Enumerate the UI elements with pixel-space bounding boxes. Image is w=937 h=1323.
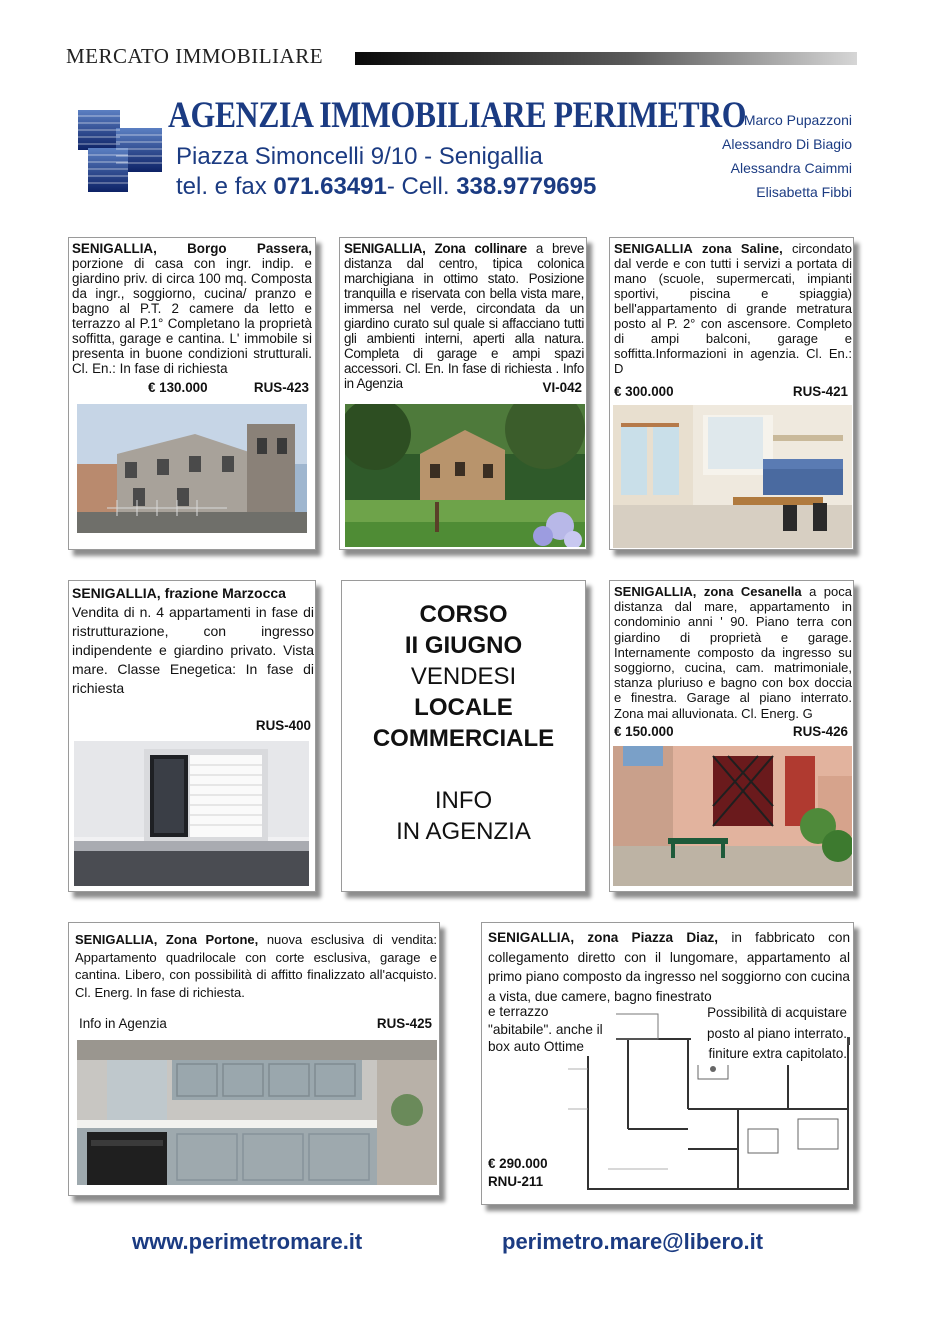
listing-price: € 130.000 xyxy=(148,380,208,395)
phone-number: 071.63491 xyxy=(273,173,387,200)
listing-card-rus-425[interactable] xyxy=(68,922,440,1196)
agent-name: Elisabetta Fibbi xyxy=(756,184,852,200)
listing-card-rus-421[interactable] xyxy=(609,237,854,550)
listing-description-right: Possibilità di acquistare posto al piano interrato. finiture extra capitolato. xyxy=(691,1003,847,1065)
listing-ref: RUS-400 xyxy=(255,718,311,733)
ad-line: LOCALE xyxy=(414,694,513,721)
listing-price: € 150.000 xyxy=(614,724,674,739)
agent-name: Marco Pupazzoni xyxy=(743,112,852,128)
listing-description-left: e terrazzo "abitabile". anche il box auto Ottime xyxy=(488,1003,616,1056)
listing-description: SENIGALLIA zona Saline, circondato dal verde e con tutti i servizi a portata di mano (scuole, supermercati, impianti sportivi, piscina e spiaggia) bell'appartamento di grande metratura posto al P. 2° con ascensore. Completo di ampi balconi, garage e soffitta.Informazioni in agenzia. Cl. En.: D xyxy=(614,241,852,376)
agent-name: Alessandra Caimmi xyxy=(730,160,852,176)
section-gradient-bar xyxy=(355,52,857,65)
listing-card-vi-042[interactable] xyxy=(339,237,587,550)
listing-card-rnu-211[interactable] xyxy=(481,922,854,1205)
listing-ref: RUS-421 xyxy=(792,384,848,399)
listing-photo-courtyard xyxy=(613,746,852,886)
listing-description: SENIGALLIA, zona Cesanella a poca distanza dal mare, appartamento in condominio anni ' 90. Piano terra con giardino di proprietà e garage. Internamente composto da ingresso su soggiorno, cucina, cam. matrimoniale, stanza pluriuso e bagno con box doccia e finestra. Garage al piano interrato. Zona mai alluvionata. Cl. Energ. G xyxy=(614,584,852,721)
listing-description: SENIGALLIA, Zona collinare a breve distanza dal centro, tipica colonica marchigiana in ottimo stato. Posizione tranquilla e riservata con bella vista mare, immersa nel verde, circondata da un giardino curato sul quale si affacciano tutti gli ambienti interni, aperti alla natura. Completa di garage e ampi spazi accessori. Cl. En. In fase di richiesta . Info in Agenzia xyxy=(344,241,584,391)
listing-price: € 300.000 xyxy=(614,384,674,399)
listing-card-rus-400[interactable] xyxy=(68,580,316,892)
listing-card-rus-426[interactable] xyxy=(609,580,854,892)
section-title: MERCATO IMMOBILIARE xyxy=(66,44,324,68)
agency-name: AGENZIA IMMOBILIARE PERIMETRO xyxy=(168,95,747,136)
commercial-space-ad xyxy=(341,580,586,892)
listing-description: SENIGALLIA, zona Piazza Diaz, in fabbricato con collegamento diretto con il lungomare, appartamento al primo piano composto da ingresso nel soggiorno con cucina a vista, due camere, bagno finestrato xyxy=(488,930,851,1004)
listing-description: SENIGALLIA, Borgo Passera, porzione di casa con ingr. indip. e giardino priv. di circa 100 mq. Composta da ingr., soggiorno, cucina/ pranzo e bagno al P.T. 2 camere da letto e terrazzo al P.1° Completano la proprietà soffitta, garage e cantina. L' immobile si presenta in buone condizioni strutturali. Cl. En.: In fase di richiesta xyxy=(72,241,312,376)
listing-card-rus-423[interactable] xyxy=(68,237,316,550)
website-link[interactable]: www.perimetromare.it xyxy=(132,1229,363,1254)
listing-ref: VI-042 xyxy=(542,380,582,395)
listing-photo-farmhouse xyxy=(345,404,585,547)
listing-info: Info in Agenzia xyxy=(79,1016,167,1031)
ad-line: IN AGENZIA xyxy=(396,818,531,845)
listing-ref: RUS-426 xyxy=(792,724,848,739)
email-link[interactable]: perimetro.mare@libero.it xyxy=(502,1229,764,1254)
agent-name: Alessandro Di Biagio xyxy=(722,136,852,152)
agency-logo-icon xyxy=(76,108,168,196)
listing-photo-house xyxy=(77,404,307,533)
listing-price: € 290.000 xyxy=(488,1156,548,1171)
cell-number: 338.9779695 xyxy=(456,173,597,200)
listing-ref: RUS-425 xyxy=(376,1016,432,1031)
listing-description: SENIGALLIA, Zona Portone, nuova esclusiva di vendita: Appartamento quadrilocale con corte esclusiva, garage e cantina. Libero, con possibilità di affitto finalizzato all'acquisto. Cl. Energ. In fase di richiesta. xyxy=(75,932,438,1000)
cell-prefix: - Cell. xyxy=(386,173,457,200)
phone-prefix: tel. e fax xyxy=(176,173,274,200)
listing-ref: RUS-423 xyxy=(253,380,309,395)
ad-line: COMMERCIALE xyxy=(372,725,555,752)
agents-list xyxy=(722,108,852,204)
listing-photo-kitchen xyxy=(77,1040,437,1185)
listing-ref: RNU-211 xyxy=(488,1174,544,1189)
ad-line: VENDESI xyxy=(410,663,517,690)
listing-photo-facade xyxy=(74,741,309,886)
listing-photo-living-room xyxy=(613,405,852,548)
agency-address: Piazza Simoncelli 9/10 - Senigallia xyxy=(176,143,543,170)
ad-line: CORSO xyxy=(419,601,508,628)
listing-description: SENIGALLIA, frazione Marzocca Vendita di n. 4 appartamenti in fase di ristrutturazione, con ingresso indipendente e giardino privato. Vista mare. Classe Enegetica: In fase di richiesta xyxy=(72,585,314,696)
ad-line: INFO xyxy=(434,787,493,814)
ad-line: II GIUGNO xyxy=(404,632,523,659)
agency-phones xyxy=(176,173,596,201)
